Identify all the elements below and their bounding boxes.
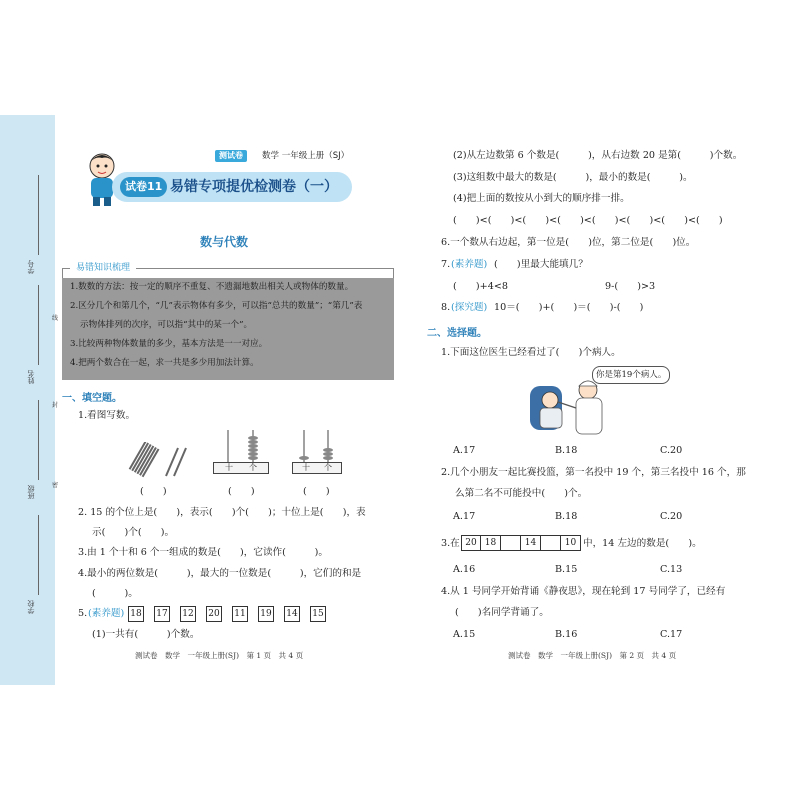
abacus-icon [292, 428, 342, 464]
strip-cell: 14 [521, 535, 541, 551]
choice-3-option-c[interactable]: C.13 [660, 564, 683, 575]
header-subtitle: 数学 一年级上册（SJ） [262, 151, 350, 161]
abacus-icon [213, 428, 269, 464]
binding-strip [0, 115, 59, 685]
section-title: 数与代数 [200, 235, 249, 249]
choice-4-option-a[interactable]: A.15 [453, 629, 476, 640]
abacus-ones-label: 个 [249, 463, 257, 472]
abacus-base [213, 462, 269, 474]
cut-mark: 密 [52, 482, 59, 489]
choice-3-option-a[interactable]: A.16 [453, 564, 476, 575]
number-box: 19 [258, 606, 274, 622]
number-strip [461, 535, 581, 551]
question-7-a[interactable]: ( )+4<8 [453, 281, 508, 292]
knowledge-item: 3.比较两种物体数量的多少，基本方法是一一对应。 [70, 339, 268, 349]
question-7-text: ( )里最大能填几？ [494, 259, 588, 270]
choice-2-cont: 么第二名不可能投中( )个。 [455, 488, 588, 499]
choice-3-text: 中，14 左边的数是( )。 [583, 538, 702, 549]
question-8-text[interactable]: 10＝( )+( )＝( )-( ) [494, 302, 644, 313]
question-4: 4.最小的两位数是( )，最大的一位数是( )，它们的和是 [78, 568, 362, 579]
question-5-tag: (素养题) [88, 608, 125, 619]
knowledge-item: 示物体排列的次序，可以指“其中的某一个”。 [80, 320, 253, 330]
answer-blank[interactable]: ( ) [140, 486, 167, 497]
abacus-ones-label: 个 [324, 463, 332, 472]
choice-2-option-a[interactable]: A.17 [453, 511, 476, 522]
abacus-base [292, 462, 342, 474]
choice-2-option-c[interactable]: C.20 [660, 511, 683, 522]
page-title: 易错专项提优检测卷（一） [170, 179, 338, 195]
question-5-number: 5. [78, 608, 88, 619]
abacus-tens-label: 十 [302, 463, 310, 472]
strip-cell [501, 535, 521, 551]
side-write-line [38, 515, 39, 595]
side-label-school: 学校 [27, 600, 35, 614]
question-7-number: 7. [441, 259, 451, 270]
question-7-b[interactable]: 9-( )>3 [605, 281, 656, 292]
question-5-sub-4: (4)把上面的数按从小到大的顺序排一排。 [453, 193, 630, 204]
cut-mark: 封 [52, 402, 59, 409]
question-3: 3.由 1 个十和 6 个一组成的数是( )，它读作( )。 [78, 547, 328, 558]
question-8-tag: (探究题) [451, 302, 488, 313]
question-6: 6.一个数从右边起，第一位是( )位，第二位是( )位。 [441, 237, 696, 248]
side-write-line [38, 175, 39, 255]
question-5-sub-2: (2)从左边数第 6 个数是( )，从右边数 20 是第( )个数。 [453, 150, 743, 161]
knowledge-item: 2.区分几个和第几个，“几”表示物体有多少，可以指“总共的数量”；“第几”表 [70, 301, 363, 311]
question-2: 2. 15 的个位上是( )，表示( )个( )；十位上是( )，表 [78, 507, 366, 518]
question-2-cont: 示( )个( )。 [92, 527, 175, 538]
side-label-student-id: 学号 [27, 260, 35, 274]
question-8-number: 8. [441, 302, 451, 313]
answer-blank[interactable]: ( ) [303, 486, 330, 497]
strip-cell [541, 535, 561, 551]
choice-3-prefix: 3.在 [441, 538, 460, 549]
side-write-line [38, 400, 39, 480]
choice-2: 2.几个小朋友一起比赛投篮，第一名投中 19 个，第三名投中 16 个，那 [441, 467, 746, 478]
number-box: 17 [154, 606, 170, 622]
ordering-line[interactable]: ( )<( )<( )<( )<( )<( )<( )<( ) [453, 215, 723, 226]
knowledge-box-title: 易错知识梳理 [70, 262, 136, 274]
side-write-line [38, 285, 39, 365]
choice-4-cont: ( )名同学背诵了。 [455, 607, 549, 618]
choice-1-option-b[interactable]: B.18 [555, 445, 578, 456]
strip-cell: 18 [481, 535, 501, 551]
choice-2-option-b[interactable]: B.18 [555, 511, 578, 522]
number-box: 20 [206, 606, 222, 622]
side-label-class: 班级 [27, 485, 35, 499]
choice-1-option-c[interactable]: C.20 [660, 445, 683, 456]
section-multiple-choice: 二、选择题。 [427, 328, 487, 339]
number-box: 14 [284, 606, 300, 622]
cut-mark: 线 [52, 315, 59, 322]
knowledge-item: 1.数数的方法：按一定的顺序不重复、不遗漏地数出相关人或物体的数量。 [70, 282, 354, 292]
section-fill-in: 一、填空题。 [62, 393, 122, 404]
speech-bubble-text: 你是第19个病人。 [596, 370, 667, 380]
strip-cell: 10 [561, 535, 581, 551]
header-tag: 测试卷 [215, 150, 247, 162]
knowledge-item: 4.把两个数合在一起，求一共是多少用加法计算。 [70, 358, 259, 368]
number-box: 15 [310, 606, 326, 622]
paper-number-badge: 试卷11 [120, 177, 167, 197]
choice-4-option-b[interactable]: B.16 [555, 629, 578, 640]
page-footer-left: 测试卷 数学 一年级上册(SJ) 第 1 页 共 4 页 [135, 651, 304, 660]
number-box: 18 [128, 606, 144, 622]
choice-4-option-c[interactable]: C.17 [660, 629, 683, 640]
choice-1: 1.下面这位医生已经看过了( )个病人。 [441, 347, 621, 358]
number-row [128, 606, 326, 622]
number-box: 11 [232, 606, 248, 622]
number-box: 12 [180, 606, 196, 622]
question-4-cont: ( )。 [92, 588, 138, 599]
side-label-name: 姓名 [27, 370, 35, 384]
choice-4: 4.从 1 号同学开始背诵《静夜思》，现在轮到 17 号同学了，已经有 [441, 586, 726, 597]
choice-1-option-a[interactable]: A.17 [453, 445, 476, 456]
choice-3-option-b[interactable]: B.15 [555, 564, 578, 575]
question-5-sub-3: (3)这组数中最大的数是( )，最小的数是( )。 [453, 172, 693, 183]
question-1: 1.看图写数。 [78, 410, 136, 421]
question-7-tag: (素养题) [451, 259, 488, 270]
page-footer-right: 测试卷 数学 一年级上册(SJ) 第 2 页 共 4 页 [508, 651, 677, 660]
abacus-tens-label: 十 [225, 463, 233, 472]
answer-blank[interactable]: ( ) [228, 486, 255, 497]
strip-cell: 20 [461, 535, 481, 551]
sticks-bundle-icon [128, 442, 190, 480]
question-5-sub-1: (1)一共有( )个数。 [92, 629, 200, 640]
